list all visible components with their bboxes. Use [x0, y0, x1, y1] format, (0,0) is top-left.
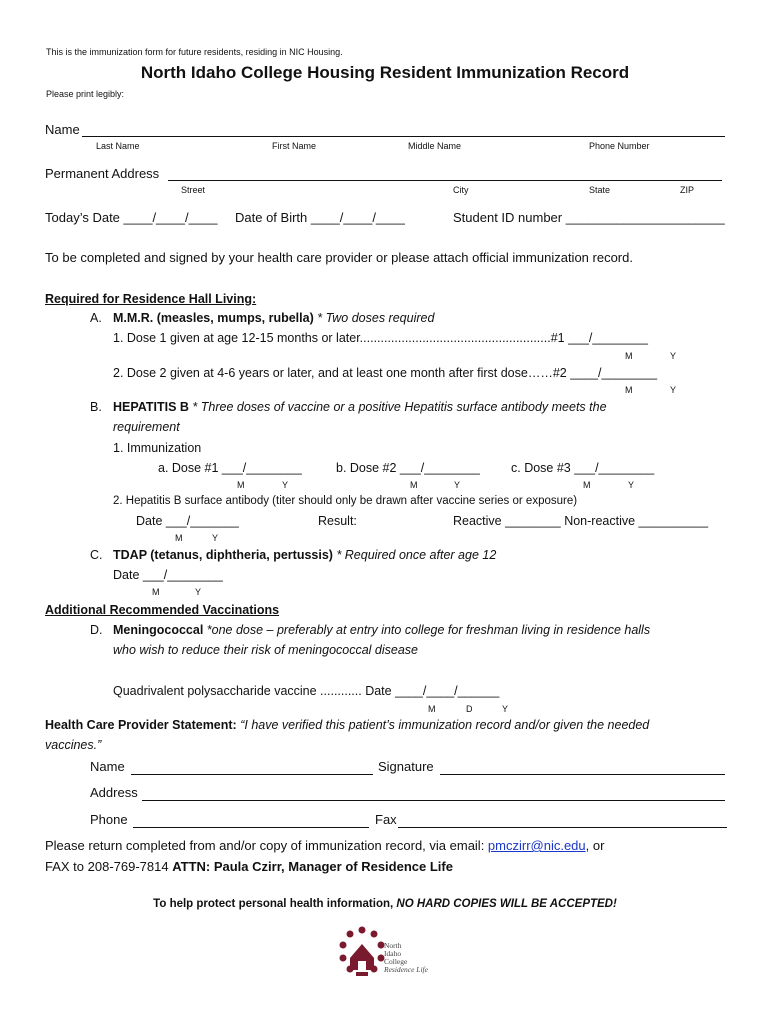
logo-text-line-3: College	[384, 957, 408, 966]
hepb-letter: B.	[90, 400, 102, 414]
provider-name-label: Name	[90, 759, 125, 774]
attn-text: ATTN: Paula Czirr, Manager of Residence Life	[172, 859, 453, 874]
dose-2-month-caption: M	[625, 385, 633, 395]
state-caption: State	[589, 185, 611, 195]
mmr-dose-1-field[interactable]: 1. Dose 1 given at age 12-15 months or later.......................................................#1 ___/________	[113, 331, 649, 345]
logo-text-line-1: North	[384, 941, 402, 950]
tdap-year-caption: Y	[195, 587, 202, 597]
permanent-address-field[interactable]	[168, 180, 722, 181]
tdap-date-field[interactable]: Date ___/________	[113, 568, 223, 582]
return-suffix: , or	[585, 838, 605, 853]
antibody-month-caption: M	[175, 533, 183, 543]
hepb-note: * Three doses of vaccine or a positive Hepatitis surface antibody meets the	[192, 400, 607, 414]
city-caption: City	[453, 185, 469, 195]
last-name-caption: Last Name	[96, 141, 140, 151]
print-note: Please print legibly:	[46, 89, 125, 99]
street-caption: Street	[181, 185, 206, 195]
provider-fax-label: Fax	[375, 812, 397, 827]
quad-month-caption: M	[428, 704, 436, 714]
provider-name-field[interactable]	[131, 774, 373, 775]
hepb-2-month-caption: M	[410, 480, 418, 490]
quadrivalent-date-field[interactable]: Quadrivalent polysaccharide vaccine ............ Date ____/____/______	[113, 684, 500, 698]
hepb-dose-2-field[interactable]: b. Dose #2 ___/________	[336, 461, 480, 475]
logo-text-line-2: Idaho	[384, 949, 402, 958]
immunization-label: 1. Immunization	[113, 441, 202, 455]
name-label: Name	[45, 122, 80, 137]
tdap-letter: C.	[90, 548, 103, 562]
mmr-line	[113, 311, 434, 325]
provider-address-field[interactable]	[142, 800, 725, 801]
result-label: Result:	[318, 514, 357, 528]
meningococcal-letter: D.	[90, 623, 103, 637]
privacy-text: To help protect personal health information,	[153, 898, 397, 910]
mmr-letter: A.	[90, 311, 102, 325]
return-line-1	[45, 838, 604, 853]
quad-year-caption: Y	[502, 704, 509, 714]
intro-text: This is the immunization form for future residents, residing in NIC Housing.	[46, 47, 343, 57]
quad-day-caption: D	[466, 704, 473, 714]
first-name-caption: First Name	[272, 141, 317, 151]
logo-figure-icon	[334, 924, 390, 980]
privacy-notice	[0, 898, 770, 910]
recommended-heading: Additional Recommended Vaccinations	[45, 603, 280, 617]
provider-phone-label: Phone	[90, 812, 128, 827]
hepb-3-month-caption: M	[583, 480, 591, 490]
tdap-line	[113, 548, 496, 562]
hepb-dose-1-field[interactable]: a. Dose #1 ___/________	[158, 461, 302, 475]
logo-text-line-4: Residence Life	[384, 965, 428, 974]
meningococcal-title: Meningococcal	[113, 623, 204, 637]
hepb-dose-3-field[interactable]: c. Dose #3 ___/________	[511, 461, 655, 475]
tdap-note: * Required once after age 12	[336, 548, 497, 562]
antibody-label: 2. Hepatitis B surface antibody (titer should only be drawn after vaccine series or exposure)	[113, 495, 578, 507]
return-line-2	[45, 859, 453, 874]
dose-1-year-caption: Y	[670, 351, 677, 361]
provider-statement-label: Health Care Provider Statement:	[45, 718, 237, 732]
provider-phone-field[interactable]	[133, 827, 369, 828]
phone-number-caption: Phone Number	[589, 141, 650, 151]
provider-statement-text: “I have verified this patient’s immunization record and/or given the needed	[240, 718, 650, 732]
middle-name-caption: Middle Name	[408, 141, 462, 151]
mmr-title: M.M.R. (measles, mumps, rubella)	[113, 311, 314, 325]
name-field[interactable]	[82, 136, 725, 137]
dose-1-month-caption: M	[625, 351, 633, 361]
provider-statement-cont: vaccines.”	[45, 738, 102, 752]
hepb-2-year-caption: Y	[454, 480, 461, 490]
hepb-3-year-caption: Y	[628, 480, 635, 490]
hepb-1-year-caption: Y	[282, 480, 289, 490]
required-heading: Required for Residence Hall Living:	[45, 292, 257, 306]
nic-residence-life-logo	[334, 924, 444, 980]
tdap-title: TDAP (tetanus, diphtheria, pertussis)	[113, 548, 333, 562]
mmr-dose-2-field[interactable]: 2. Dose 2 given at 4-6 years or later, and at least one month after first dose……#2 ____/________	[113, 366, 658, 380]
meningococcal-line	[113, 623, 650, 637]
tdap-month-caption: M	[152, 587, 160, 597]
meningococcal-note-cont: who wish to reduce their risk of meningococcal disease	[113, 643, 419, 657]
student-id-field[interactable]: Student ID number ______________________	[453, 210, 725, 225]
meningococcal-note: *one dose – preferably at entry into college for freshman living in residence halls	[206, 623, 651, 637]
privacy-emphasis: NO HARD COPIES WILL BE ACCEPTED!	[396, 898, 617, 910]
antibody-year-caption: Y	[212, 533, 219, 543]
provider-fax-field[interactable]	[398, 827, 727, 828]
permanent-address-label: Permanent Address	[45, 166, 160, 181]
hepb-line	[113, 400, 607, 414]
mmr-note: * Two doses required	[317, 311, 435, 325]
email-link[interactable]: pmczirr@nic.edu	[487, 838, 586, 853]
hepb-1-month-caption: M	[237, 480, 245, 490]
hepb-note-cont: requirement	[113, 420, 180, 434]
todays-date-field[interactable]: Today’s Date ____/____/____	[45, 210, 218, 225]
logo-text	[384, 942, 428, 974]
page-title: North Idaho College Housing Resident Immunization Record	[140, 63, 630, 82]
instructions-text: To be completed and signed by your health care provider or please attach official immunization record.	[45, 250, 633, 265]
provider-signature-label: Signature	[378, 759, 434, 774]
fax-text: FAX to 208-769-7814	[45, 859, 173, 874]
antibody-date-field[interactable]: Date ___/_______	[136, 514, 239, 528]
provider-signature-field[interactable]	[440, 774, 725, 775]
provider-address-label: Address	[90, 785, 138, 800]
dose-2-year-caption: Y	[670, 385, 677, 395]
provider-statement	[45, 718, 649, 732]
hepb-title: HEPATITIS B	[113, 400, 189, 414]
zip-caption: ZIP	[680, 185, 695, 195]
reactive-field[interactable]: Reactive ________ Non-reactive __________	[453, 514, 709, 528]
return-text: Please return completed from and/or copy of immunization record, via email:	[45, 838, 488, 853]
date-of-birth-field[interactable]: Date of Birth ____/____/____	[235, 210, 405, 225]
